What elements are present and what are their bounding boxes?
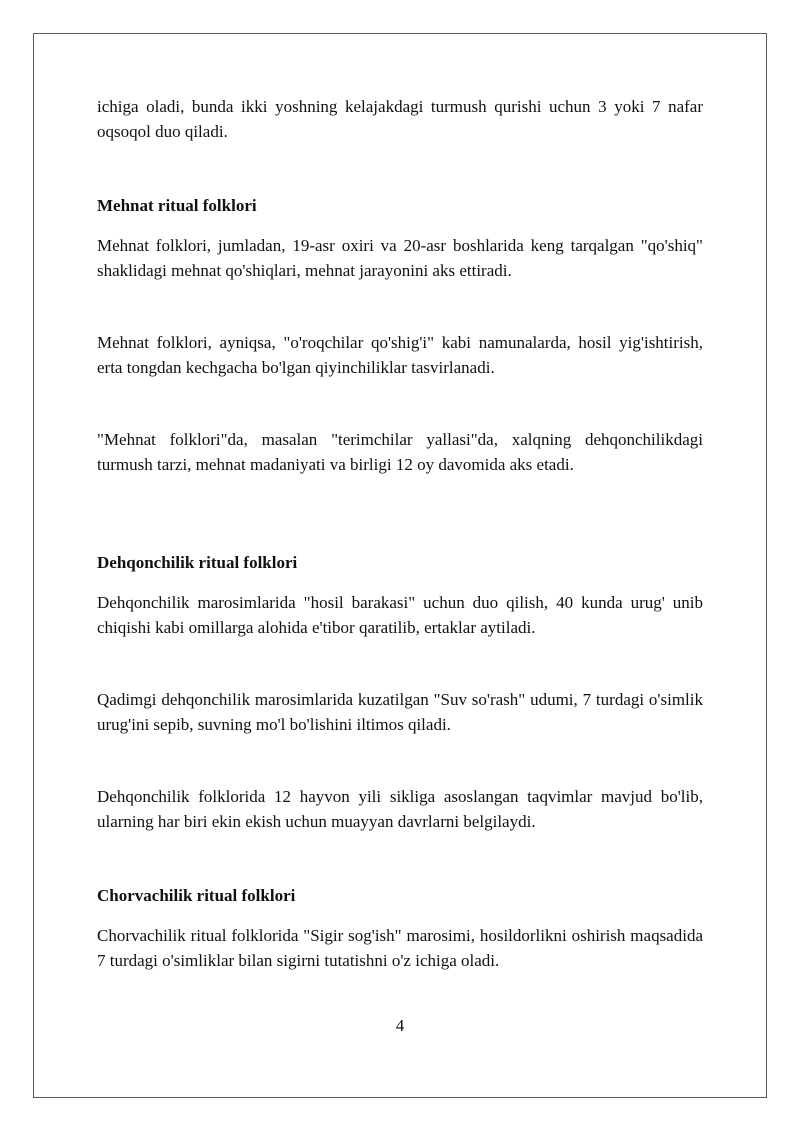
heading-chorvachilik: Chorvachilik ritual folklori [97,886,296,905]
paragraph-chorvachilik-1: Chorvachilik ritual folklorida "Sigir sog'ish" marosimi, hosildorlikni oshirish maqsadida 7 turdagi o'simliklar bilan sigirni tutatishni o'z ichiga oladi. [97,926,703,970]
heading-dehqonchilik: Dehqonchilik ritual folklori [97,553,298,572]
paragraph-mehnat-1: Mehnat folklori, jumladan, 19-asr oxiri va 20-asr boshlarida keng tarqalgan "qo'shiq" shaklidagi mehnat qo'shiqlari, mehnat jarayonini aks ettiradi. [97,236,703,280]
paragraph-dehqonchilik-3: Dehqonchilik folklorida 12 hayvon yili sikliga asoslangan taqvimlar mavjud bo'lib, ularning har biri ekin ekish uchun muayyan davrlarni belgilaydi. [97,787,703,831]
heading-mehnat: Mehnat ritual folklori [97,196,257,215]
page-number: 4 [395,1016,405,1035]
paragraph-intro-continuation: ichiga oladi, bunda ikki yoshning kelajakdagi turmush qurishi uchun 3 yoki 7 nafar oqsoqol duo qiladi. [97,97,703,141]
paragraph-dehqonchilik-1: Dehqonchilik marosimlarida "hosil barakasi" uchun duo qilish, 40 kunda urug' unib chiqishi kabi omillarga alohida e'tibor qaratilib, ertaklar aytiladi. [97,593,703,637]
paragraph-mehnat-2: Mehnat folklori, ayniqsa, "o'roqchilar qo'shig'i" kabi namunalarda, hosil yig'ishtirish, erta tongdan kechgacha bo'lgan qiyinchiliklar tasvirlanadi. [97,333,703,377]
paragraph-mehnat-3: "Mehnat folklori"da, masalan "terimchilar yallasi"da, xalqning dehqonchilikdagi turmush tarzi, mehnat madaniyati va birligi 12 oy davomida aks etadi. [97,430,703,474]
paragraph-dehqonchilik-2: Qadimgi dehqonchilik marosimlarida kuzatilgan "Suv so'rash" udumi, 7 turdagi o'simlik urug'ini sepib, suvning mo'l bo'lishini iltimos qiladi. [97,690,703,734]
